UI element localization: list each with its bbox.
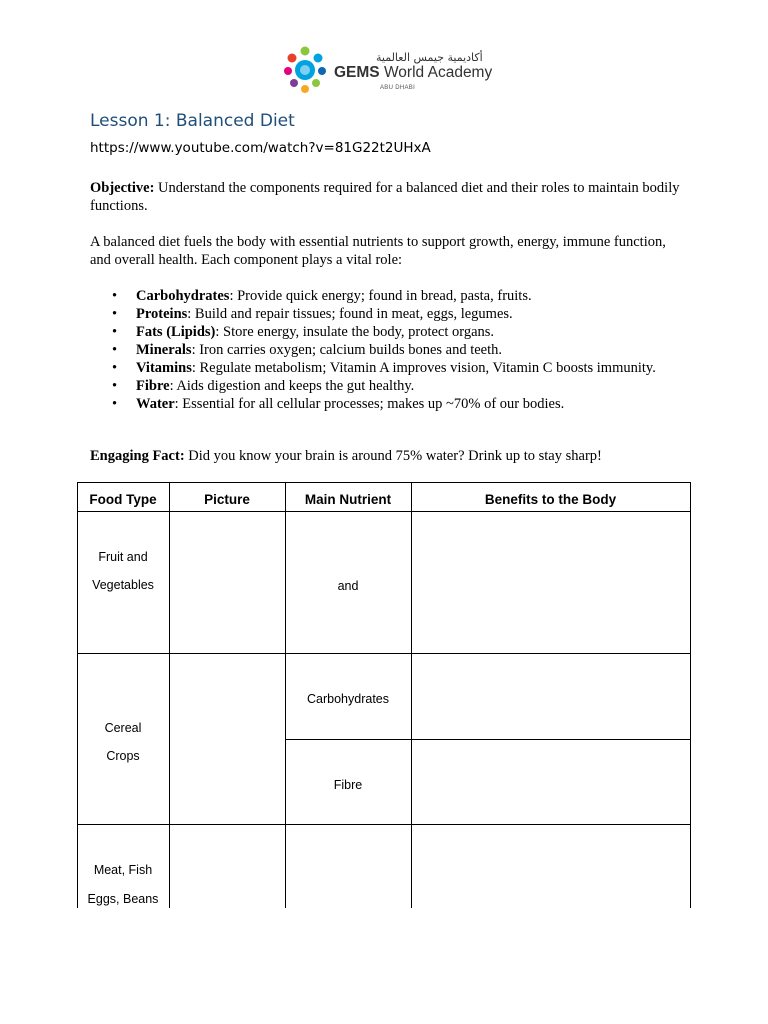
- fact-text: Did you know your brain is around 75% water? Drink up to stay sharp!: [184, 448, 602, 464]
- logo-brand-text: GEMS World Academy: [334, 64, 493, 81]
- header-benefits: Benefits to the Body: [484, 492, 617, 507]
- intro-paragraph: A balanced diet fuels the body with essential nutrients to support growth, energy, immune function, and overall health. Each component plays a vital role:: [90, 234, 666, 268]
- food-type-cell-line1: Meat, Fish: [93, 863, 153, 877]
- header-food-type: Food Type: [89, 492, 157, 507]
- main-nutrient-cell: Carbohydrates: [307, 692, 389, 706]
- food-type-cell-line2: Eggs, Beans: [87, 892, 159, 906]
- video-link[interactable]: https://www.youtube.com/watch?v=81G22t2UHxA: [90, 140, 431, 156]
- main-nutrient-cell: and: [337, 579, 359, 593]
- header-picture: Picture: [204, 492, 250, 507]
- nutrient-item-fibre: • Fibre: Aids digestion and keeps the gut healthy.: [112, 378, 415, 394]
- nutrient-item-water: • Water: Essential for all cellular processes; makes up ~70% of our bodies.: [112, 396, 565, 412]
- logo-city-text: ABU DHABI: [380, 85, 416, 91]
- nutrient-item-vitamins: • Vitamins: Regulate metabolism; Vitamin A improves vision, Vitamin C boosts immunity.: [112, 360, 656, 376]
- header-main-nutrient: Main Nutrient: [304, 492, 392, 507]
- food-type-cell-line1: Fruit and: [98, 550, 148, 564]
- nutrient-item-fats: • Fats (Lipids): Store energy, insulate the body, protect organs.: [112, 324, 495, 340]
- objective-label: Objective:: [90, 180, 155, 196]
- food-type-cell-line1: Cereal: [104, 721, 142, 735]
- fact-label: Engaging Fact:: [90, 448, 185, 464]
- main-nutrient-cell: Fibre: [333, 778, 363, 792]
- nutrient-item-carbohydrates: • Carbohydrates: Provide quick energy; found in bread, pasta, fruits.: [112, 288, 532, 304]
- nutrient-item-minerals: • Minerals: Iron carries oxygen; calcium builds bones and teeth.: [112, 342, 503, 358]
- nutrient-item-proteins: • Proteins: Build and repair tissues; found in meat, eggs, legumes.: [112, 306, 513, 322]
- lesson-title: Lesson 1: Balanced Diet: [90, 111, 295, 131]
- objective-text: Understand the components required for a balanced diet and their roles to maintain bodily functions.: [90, 180, 680, 214]
- food-type-cell-line2: Crops: [106, 749, 140, 763]
- logo-arabic-text: أكاديمية جيمس العالمية: [376, 51, 483, 64]
- food-type-cell-line2: Vegetables: [92, 578, 154, 592]
